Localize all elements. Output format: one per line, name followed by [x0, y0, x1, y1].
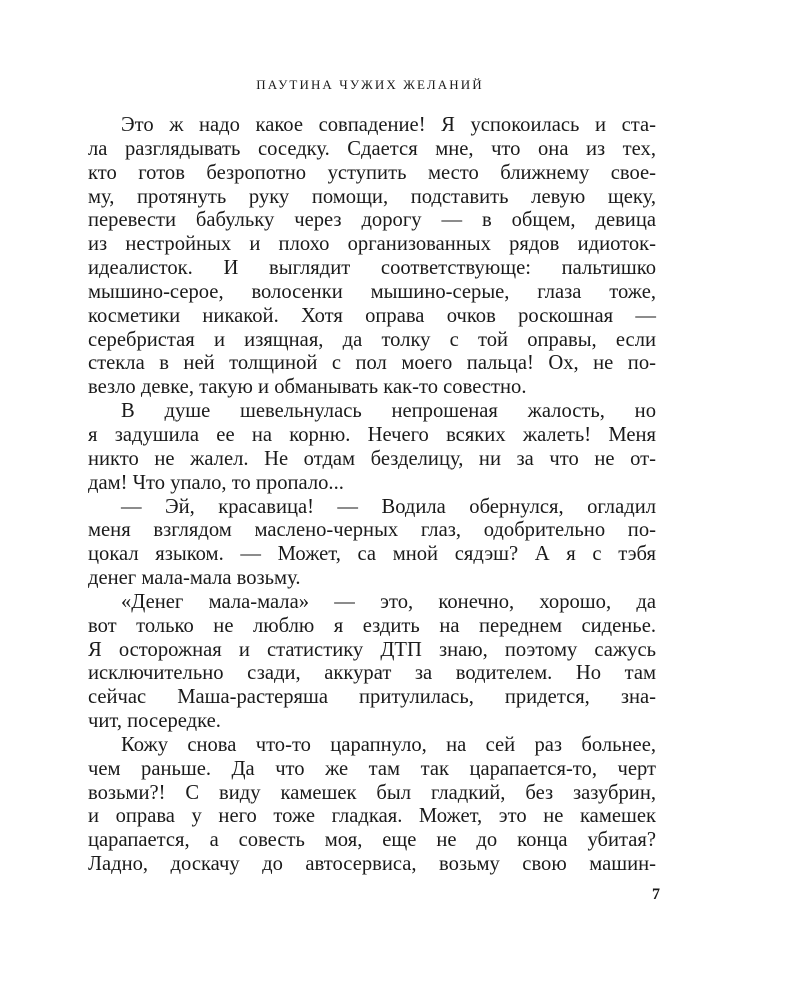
text-line: стекла в ней толщиной с пол моего пальца! Ох, не по- [88, 352, 656, 375]
text-line: Ладно, доскачу до автосервиса, возьму свою машин- [88, 853, 656, 876]
text-line: царапается, а совесть моя, еще не до конца убитая? [88, 829, 656, 852]
paragraph [88, 400, 656, 495]
text-line: Я осторожная и статистику ДТП знаю, поэтому сажусь [88, 638, 656, 661]
paragraph [88, 114, 656, 400]
text-line: мышино-серое, волосенки мышино-серые, глаза тоже, [88, 280, 656, 303]
text-line: никто не жалел. Не отдам безделицу, ни за что не от- [88, 447, 656, 470]
paragraph [88, 496, 656, 591]
text-line: перевести бабульку через дорогу — в общем, девица [88, 209, 656, 232]
running-head: ПАУТИНА ЧУЖИХ ЖЕЛАНИЙ [256, 77, 484, 92]
paragraph [88, 591, 656, 734]
text-line: и оправа у него тоже гладкая. Может, это не камешек [88, 805, 656, 828]
text-line: «Денег мала-мала» — это, конечно, хорошо, да [121, 590, 656, 613]
text-line: идеалисток. И выглядит соответствующе: пальтишко [88, 257, 656, 280]
text-line: В душе шевельнулась непрошеная жалость, но [121, 400, 656, 423]
text-line: серебристая и изящная, да толку с той оправы, если [88, 328, 656, 351]
paragraph [88, 734, 656, 877]
text-line: Кожу снова что-то царапнуло, на сей раз больнее, [121, 733, 656, 756]
text-line: вот только не люблю я ездить на переднем сиденье. [88, 614, 656, 637]
text-line: кто готов безропотно уступить место ближнему свое- [88, 161, 656, 184]
text-line: дам! Что упало, то пропало... [88, 471, 344, 494]
text-line: везло девке, такую и обманывать как-то совестно. [88, 376, 527, 399]
text-line: я задушила ее на корню. Нечего всяких жалеть! Меня [88, 423, 656, 446]
text-line: чем раньше. Да что же там так царапается-то, черт [88, 757, 656, 780]
page-number: 7 [652, 886, 660, 903]
text-line: чит, посередке. [88, 710, 221, 733]
text-line: цокал языком. — Может, са мной сядэш? А я с тэбя [88, 543, 656, 566]
text-line: му, протянуть руку помощи, подставить левую щеку, [88, 185, 656, 208]
text-line: из нестройных и плохо организованных рядов идиоток- [88, 233, 656, 256]
text-line: сейчас Маша-растеряша притулилась, придется, зна- [88, 686, 656, 709]
body-text [88, 114, 656, 877]
text-line: ла разглядывать соседку. Сдается мне, что она из тех, [88, 137, 656, 160]
text-line: меня взглядом маслено-черных глаз, одобрительно по- [88, 519, 656, 542]
text-line: исключительно сзади, аккурат за водителем. Но там [88, 662, 656, 685]
text-line: возьми?! С виду камешек был гладкий, без зазубрин, [88, 781, 656, 804]
text-line: Это ж надо какое совпадение! Я успокоилась и ста- [121, 114, 656, 136]
text-line: денег мала-мала возьму. [88, 567, 301, 590]
text-line: — Эй, красавица! — Водила обернулся, огладил [121, 495, 656, 518]
text-line: косметики никакой. Хотя оправа очков роскошная — [88, 304, 656, 327]
